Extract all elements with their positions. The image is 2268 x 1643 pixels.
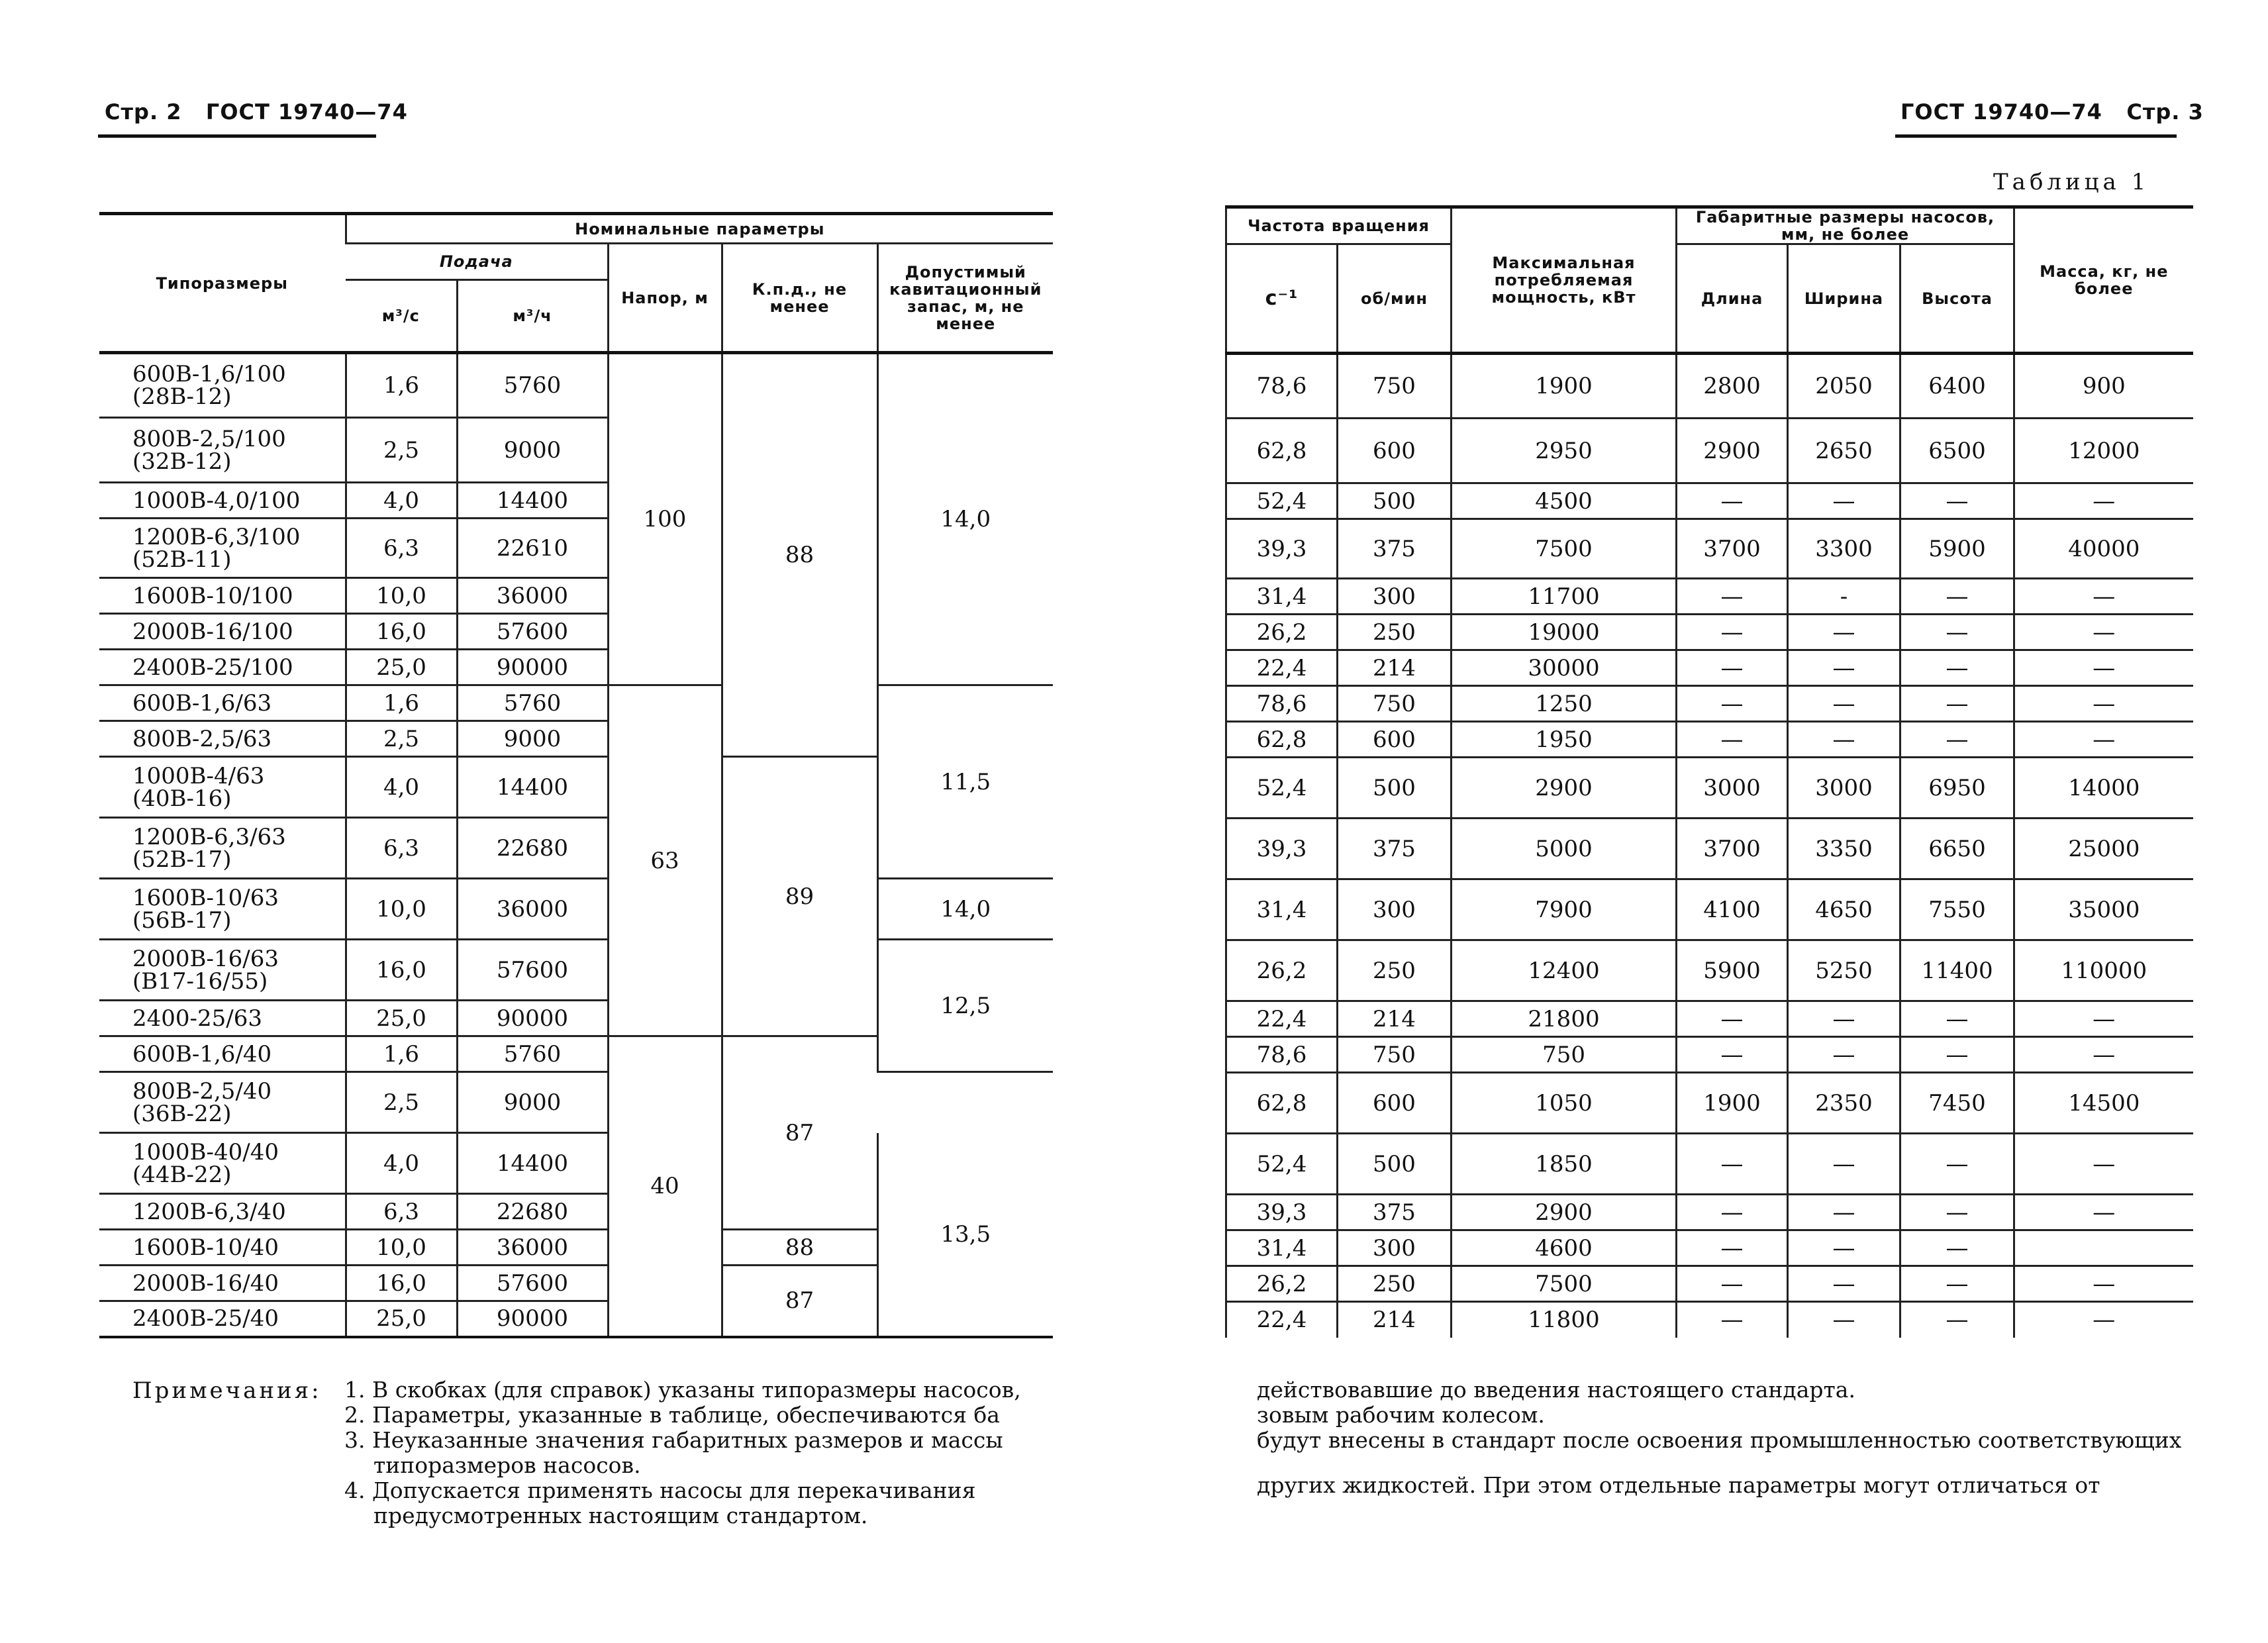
width-cell: —: [1788, 1001, 1900, 1037]
freq-per-second-cell: 31,4: [1226, 1230, 1338, 1266]
flow-m3h-cell: 90000: [457, 1301, 608, 1337]
width-cell: 2350: [1788, 1073, 1900, 1134]
type-cell: 1200В-6,3/63 (52В-17): [99, 818, 346, 879]
length-cell: —: [1677, 686, 1788, 722]
col-header-length: Длина: [1677, 244, 1788, 354]
power-cell: 30000: [1452, 650, 1677, 686]
mass-cell: —: [2014, 579, 2193, 615]
rpm-cell: 250: [1338, 940, 1452, 1001]
flow-m3s-cell: 2,5: [346, 721, 457, 757]
flow-m3s-cell: 6,3: [346, 519, 457, 578]
width-cell: 3350: [1788, 819, 1900, 879]
power-cell: 750: [1452, 1037, 1677, 1073]
dimensions-table-row: [1226, 819, 2193, 879]
head-cell: 100: [608, 353, 722, 685]
note-continuation-2: зовым рабочим колесом.: [1257, 1402, 1545, 1428]
dimensions-table-row: [1226, 940, 2193, 1001]
power-cell: 1850: [1452, 1134, 1677, 1195]
col-header-head: Напор, м: [608, 244, 722, 353]
freq-per-second-cell: 22,4: [1226, 1001, 1338, 1037]
flow-m3s-cell: 10,0: [346, 1230, 457, 1266]
efficiency-cell: 88: [722, 1230, 877, 1266]
cavitation-cell: 12,5: [877, 940, 1053, 1072]
length-cell: —: [1677, 1001, 1788, 1037]
type-cell: 1600В-10/40: [99, 1230, 346, 1266]
freq-per-second-cell: 52,4: [1226, 1134, 1338, 1195]
flow-m3h-cell: 14400: [457, 757, 608, 818]
width-cell: —: [1788, 1230, 1900, 1266]
efficiency-cell: 87: [722, 1266, 877, 1337]
height-cell: 6500: [1900, 419, 2014, 483]
col-header-height: Высота: [1900, 244, 2014, 354]
length-cell: 2900: [1677, 419, 1788, 483]
dimensions-table-row: [1226, 879, 2193, 940]
col-header-mass: Масса, кг, не более: [2014, 207, 2193, 354]
flow-m3s-cell: 16,0: [346, 614, 457, 650]
freq-per-second-cell: 26,2: [1226, 940, 1338, 1001]
length-cell: —: [1677, 650, 1788, 686]
length-cell: 3700: [1677, 819, 1788, 879]
width-cell: 3300: [1788, 519, 1900, 579]
freq-per-second-cell: 62,8: [1226, 722, 1338, 758]
type-cell: 2400В-25/100: [99, 650, 346, 685]
length-cell: 3700: [1677, 519, 1788, 579]
mass-cell: 35000: [2014, 879, 2193, 940]
dimensions-table-body: [1226, 354, 2193, 1338]
flow-m3s-cell: 4,0: [346, 483, 457, 519]
type-cell: 600В-1,6/40: [99, 1036, 346, 1072]
rpm-cell: 750: [1338, 1037, 1452, 1073]
flow-m3h-cell: 14400: [457, 483, 608, 519]
group-header-frequency: Частота вращения: [1226, 207, 1452, 244]
rpm-cell: 600: [1338, 419, 1452, 483]
group-header-nominal: Номинальные параметры: [346, 214, 1053, 244]
efficiency-cell: 89: [722, 757, 877, 1036]
flow-m3s-cell: 10,0: [346, 879, 457, 940]
note-continuation-1: действовавшие до введения настоящего стандарта.: [1257, 1377, 1855, 1403]
freq-per-second-cell: 62,8: [1226, 1073, 1338, 1134]
freq-per-second-cell: 39,3: [1226, 1195, 1338, 1230]
length-cell: —: [1677, 1037, 1788, 1073]
rpm-cell: 300: [1338, 579, 1452, 615]
width-cell: —: [1788, 722, 1900, 758]
freq-per-second-cell: 22,4: [1226, 650, 1338, 686]
power-cell: 19000: [1452, 615, 1677, 650]
width-cell: —: [1788, 1302, 1900, 1338]
dimensions-table-row: [1226, 1001, 2193, 1037]
pump-dimensions-table: [1225, 205, 2193, 1338]
left-header-rule: [98, 134, 376, 138]
rpm-cell: 750: [1338, 354, 1452, 419]
freq-per-second-cell: 78,6: [1226, 686, 1338, 722]
type-cell: 1000В-40/40 (44В-22): [99, 1133, 346, 1194]
dimensions-table-row: [1226, 1230, 2193, 1266]
freq-per-second-cell: 39,3: [1226, 519, 1338, 579]
length-cell: —: [1677, 1134, 1788, 1195]
power-cell: 4500: [1452, 483, 1677, 519]
flow-m3s-cell: 10,0: [346, 578, 457, 614]
type-cell: 2400-25/63: [99, 1001, 346, 1036]
length-cell: —: [1677, 1230, 1788, 1266]
flow-m3h-cell: 36000: [457, 578, 608, 614]
left-gost-title: ГОСТ 19740—74: [205, 99, 408, 124]
power-cell: 1050: [1452, 1073, 1677, 1134]
power-cell: 2900: [1452, 758, 1677, 819]
flow-m3h-cell: 57600: [457, 940, 608, 1001]
length-cell: —: [1677, 1302, 1788, 1338]
rpm-cell: 375: [1338, 519, 1452, 579]
flow-m3h-cell: 22610: [457, 519, 608, 578]
height-cell: 7550: [1900, 879, 2014, 940]
mass-cell: 12000: [2014, 419, 2193, 483]
width-cell: —: [1788, 615, 1900, 650]
width-cell: 2050: [1788, 354, 1900, 419]
cavitation-cell: 11,5: [877, 685, 1053, 879]
height-cell: —: [1900, 686, 2014, 722]
height-cell: —: [1900, 1230, 2014, 1266]
flow-m3h-cell: 90000: [457, 1001, 608, 1036]
type-cell: 1000В-4/63 (40В-16): [99, 757, 346, 818]
flow-m3s-cell: 2,5: [346, 418, 457, 483]
power-cell: 7900: [1452, 879, 1677, 940]
flow-m3h-cell: 5760: [457, 353, 608, 418]
rpm-cell: 375: [1338, 1195, 1452, 1230]
flow-m3s-cell: 1,6: [346, 1036, 457, 1072]
col-header-width: Ширина: [1788, 244, 1900, 354]
flow-m3h-cell: 57600: [457, 1266, 608, 1301]
rpm-cell: 375: [1338, 819, 1452, 879]
flow-m3s-cell: 6,3: [346, 818, 457, 879]
mass-cell: —: [2014, 1037, 2193, 1073]
mass-cell: 900: [2014, 354, 2193, 419]
dimensions-table-row: [1226, 1073, 2193, 1134]
col-header-efficiency: К.п.д., не менее: [722, 244, 877, 353]
rpm-cell: 250: [1338, 1266, 1452, 1302]
type-cell: 1000В-4,0/100: [99, 483, 346, 519]
power-cell: 12400: [1452, 940, 1677, 1001]
flow-m3s-cell: 16,0: [346, 1266, 457, 1301]
flow-m3h-cell: 9000: [457, 1072, 608, 1133]
power-cell: 2950: [1452, 419, 1677, 483]
dimensions-table-row: [1226, 650, 2193, 686]
mass-cell: —: [2014, 483, 2193, 519]
right-page-number: Стр. 3: [2126, 99, 2204, 124]
col-header-rpm: об/мин: [1338, 244, 1452, 354]
power-cell: 1900: [1452, 354, 1677, 419]
col-header-m3h: м³/ч: [457, 280, 608, 353]
length-cell: —: [1677, 579, 1788, 615]
dimensions-table-row: [1226, 1037, 2193, 1073]
note-continuation-3: будут внесены в стандарт после освоения промышленностью соответствующих: [1257, 1427, 2182, 1453]
dimensions-table-row: [1226, 354, 2193, 419]
rpm-cell: 250: [1338, 615, 1452, 650]
width-cell: —: [1788, 650, 1900, 686]
flow-m3h-cell: 14400: [457, 1133, 608, 1194]
dimensions-table-row: [1226, 1302, 2193, 1338]
height-cell: 6950: [1900, 758, 2014, 819]
rpm-cell: 214: [1338, 650, 1452, 686]
flow-m3h-cell: 9000: [457, 721, 608, 757]
mass-cell: —: [2014, 615, 2193, 650]
height-cell: —: [1900, 615, 2014, 650]
group-header-dimensions: Габаритные размеры насосов, мм, не более: [1677, 207, 2014, 244]
flow-m3h-cell: 36000: [457, 879, 608, 940]
width-cell: —: [1788, 483, 1900, 519]
power-cell: 4600: [1452, 1230, 1677, 1266]
flow-m3h-cell: 57600: [457, 614, 608, 650]
height-cell: 7450: [1900, 1073, 2014, 1134]
height-cell: 5900: [1900, 519, 2014, 579]
mass-cell: —: [2014, 1134, 2193, 1195]
flow-m3h-cell: 5760: [457, 1036, 608, 1072]
type-cell: 1200В-6,3/100 (52В-11): [99, 519, 346, 578]
width-cell: 4650: [1788, 879, 1900, 940]
rpm-cell: 214: [1338, 1302, 1452, 1338]
width-cell: —: [1788, 1195, 1900, 1230]
dimensions-table-row: [1226, 1266, 2193, 1302]
width-cell: —: [1788, 1266, 1900, 1302]
notes-left: [344, 1377, 1026, 1528]
dimensions-table-row: [1226, 419, 2193, 483]
power-cell: 5000: [1452, 819, 1677, 879]
height-cell: —: [1900, 1266, 2014, 1302]
height-cell: —: [1900, 1302, 2014, 1338]
power-cell: 2900: [1452, 1195, 1677, 1230]
freq-per-second-cell: 39,3: [1226, 819, 1338, 879]
height-cell: —: [1900, 1001, 2014, 1037]
rpm-cell: 500: [1338, 1134, 1452, 1195]
width-cell: 5250: [1788, 940, 1900, 1001]
height-cell: —: [1900, 1195, 2014, 1230]
left-page-header: [105, 99, 408, 124]
table-caption: Таблица 1: [1993, 169, 2150, 195]
mass-cell: 14500: [2014, 1073, 2193, 1134]
type-cell: 2000В-16/40: [99, 1266, 346, 1301]
dimensions-table-row: [1226, 519, 2193, 579]
dimensions-table-row: [1226, 1134, 2193, 1195]
height-cell: —: [1900, 650, 2014, 686]
cavitation-cell: 13,5: [877, 1133, 1053, 1337]
length-cell: —: [1677, 1195, 1788, 1230]
freq-per-second-cell: 78,6: [1226, 1037, 1338, 1073]
flow-m3s-cell: 25,0: [346, 1301, 457, 1337]
notes-label: Примечания:: [132, 1377, 322, 1404]
flow-m3h-cell: 5760: [457, 685, 608, 721]
cavitation-cell: 14,0: [877, 879, 1053, 940]
dimensions-table-row: [1226, 483, 2193, 519]
mass-cell: —: [2014, 650, 2193, 686]
left-page-number: Стр. 2: [105, 99, 182, 124]
efficiency-cell: 88: [722, 353, 877, 757]
type-cell: 800В-2,5/100 (32В-12): [99, 418, 346, 483]
col-header-per-second: с⁻¹: [1226, 244, 1338, 354]
mass-cell: 14000: [2014, 758, 2193, 819]
length-cell: —: [1677, 615, 1788, 650]
freq-per-second-cell: 22,4: [1226, 1302, 1338, 1338]
power-cell: 7500: [1452, 1266, 1677, 1302]
type-cell: 600В-1,6/100 (28В-12): [99, 353, 346, 418]
power-cell: 1950: [1452, 722, 1677, 758]
height-cell: —: [1900, 722, 2014, 758]
length-cell: —: [1677, 1266, 1788, 1302]
length-cell: —: [1677, 483, 1788, 519]
freq-per-second-cell: 26,2: [1226, 1266, 1338, 1302]
freq-per-second-cell: 31,4: [1226, 579, 1338, 615]
notes-right: [1257, 1377, 2191, 1498]
group-header-flow: Подача: [346, 244, 608, 280]
flow-m3s-cell: 2,5: [346, 1072, 457, 1133]
dimensions-table-row: [1226, 579, 2193, 615]
type-cell: 800В-2,5/63: [99, 721, 346, 757]
right-header-rule: [1895, 134, 2177, 138]
flow-m3s-cell: 4,0: [346, 1133, 457, 1194]
mass-cell: —: [2014, 686, 2193, 722]
power-cell: 1250: [1452, 686, 1677, 722]
mass-cell: 40000: [2014, 519, 2193, 579]
length-cell: 5900: [1677, 940, 1788, 1001]
freq-per-second-cell: 78,6: [1226, 354, 1338, 419]
rpm-cell: 750: [1338, 686, 1452, 722]
flow-m3s-cell: 1,6: [346, 685, 457, 721]
height-cell: 6400: [1900, 354, 2014, 419]
type-cell: 600В-1,6/63: [99, 685, 346, 721]
type-cell: 1600В-10/100: [99, 578, 346, 614]
flow-m3s-cell: 16,0: [346, 940, 457, 1001]
pump-parameters-table: [99, 212, 1053, 1338]
type-cell: 2000В-16/63 (В17-16/55): [99, 940, 346, 1001]
type-cell: 2400В-25/40: [132, 1305, 279, 1332]
width-cell: —: [1788, 1037, 1900, 1073]
flow-m3s-cell: 4,0: [346, 757, 457, 818]
right-gost-title: ГОСТ 19740—74: [1900, 99, 2102, 124]
type-cell: 1200В-6,3/40: [99, 1194, 346, 1230]
mass-cell: —: [2014, 722, 2193, 758]
rpm-cell: 214: [1338, 1001, 1452, 1037]
length-cell: —: [1677, 722, 1788, 758]
right-page-header: [1900, 99, 2204, 124]
col-header-power: Максимальная потребляемая мощность, кВт: [1452, 207, 1677, 354]
note-3: 3. Неуказанные значения габаритных размеров и массы типоразмеров насосов.: [344, 1427, 1003, 1478]
head-cell: 63: [608, 685, 722, 1036]
length-cell: 2800: [1677, 354, 1788, 419]
freq-per-second-cell: 26,2: [1226, 615, 1338, 650]
freq-per-second-cell: 52,4: [1226, 483, 1338, 519]
height-cell: —: [1900, 483, 2014, 519]
mass-cell: 110000: [2014, 940, 2193, 1001]
note-continuation-4: других жидкостей. При этом отдельные параметры могут отличаться от: [1257, 1472, 2100, 1498]
freq-per-second-cell: 52,4: [1226, 758, 1338, 819]
type-cell: 2000В-16/100: [99, 614, 346, 650]
dimensions-table-row: [1226, 758, 2193, 819]
width-cell: -: [1788, 579, 1900, 615]
type-cell: 800В-2,5/40 (36В-22): [99, 1072, 346, 1133]
mass-cell: —: [2014, 1195, 2193, 1230]
rpm-cell: 300: [1338, 879, 1452, 940]
height-cell: 6650: [1900, 819, 2014, 879]
power-cell: 21800: [1452, 1001, 1677, 1037]
col-header-type: Типоразмеры: [99, 214, 346, 353]
rpm-cell: 600: [1338, 722, 1452, 758]
width-cell: —: [1788, 686, 1900, 722]
head-cell: 40: [608, 1036, 722, 1337]
type-cell: 1600В-10/63 (56В-17): [99, 879, 346, 940]
note-1: 1. В скобках (для справок) указаны типоразмеры насосов,: [344, 1377, 1021, 1403]
rpm-cell: 500: [1338, 483, 1452, 519]
length-cell: 3000: [1677, 758, 1788, 819]
flow-m3h-cell: 9000: [457, 418, 608, 483]
rpm-cell: 300: [1338, 1230, 1452, 1266]
mass-cell: —: [2014, 1302, 2193, 1338]
power-cell: 7500: [1452, 519, 1677, 579]
mass-cell: 25000: [2014, 819, 2193, 879]
mass-cell: [2014, 1230, 2193, 1266]
efficiency-cell: 87: [722, 1036, 877, 1230]
power-cell: 11800: [1452, 1302, 1677, 1338]
height-cell: —: [1900, 579, 2014, 615]
note-4: 4. Допускается применять насосы для перекачивания предусмотренных настоящим стандартом.: [344, 1477, 976, 1528]
width-cell: 2650: [1788, 419, 1900, 483]
cavitation-cell: 14,0: [877, 353, 1053, 685]
col-header-cavitation: Допустимый кавитационный запас, м, не менее: [877, 244, 1053, 353]
freq-per-second-cell: 62,8: [1226, 419, 1338, 483]
flow-m3h-cell: 36000: [457, 1230, 608, 1266]
power-cell: 11700: [1452, 579, 1677, 615]
length-cell: 4100: [1677, 879, 1788, 940]
length-cell: 1900: [1677, 1073, 1788, 1134]
mass-cell: —: [2014, 1266, 2193, 1302]
dimensions-table-row: [1226, 1195, 2193, 1230]
dimensions-table-row: [1226, 722, 2193, 758]
freq-per-second-cell: 31,4: [1226, 879, 1338, 940]
width-cell: 3000: [1788, 758, 1900, 819]
col-header-m3s: м³/с: [346, 280, 457, 353]
width-cell: —: [1788, 1134, 1900, 1195]
note-2: 2. Параметры, указанные в таблице, обеспечиваются ба: [344, 1402, 1000, 1428]
flow-m3s-cell: 6,3: [346, 1194, 457, 1230]
flow-m3s-cell: 25,0: [346, 650, 457, 685]
rpm-cell: 500: [1338, 758, 1452, 819]
height-cell: —: [1900, 1037, 2014, 1073]
flow-m3s-cell: 25,0: [346, 1001, 457, 1036]
dimensions-table-row: [1226, 615, 2193, 650]
flow-m3h-cell: 22680: [457, 818, 608, 879]
rpm-cell: 600: [1338, 1073, 1452, 1134]
flow-m3s-cell: 1,6: [346, 353, 457, 418]
mass-cell: —: [2014, 1001, 2193, 1037]
dimensions-table-row: [1226, 686, 2193, 722]
height-cell: 11400: [1900, 940, 2014, 1001]
flow-m3h-cell: 22680: [457, 1194, 608, 1230]
flow-m3h-cell: 90000: [457, 650, 608, 685]
height-cell: —: [1900, 1134, 2014, 1195]
